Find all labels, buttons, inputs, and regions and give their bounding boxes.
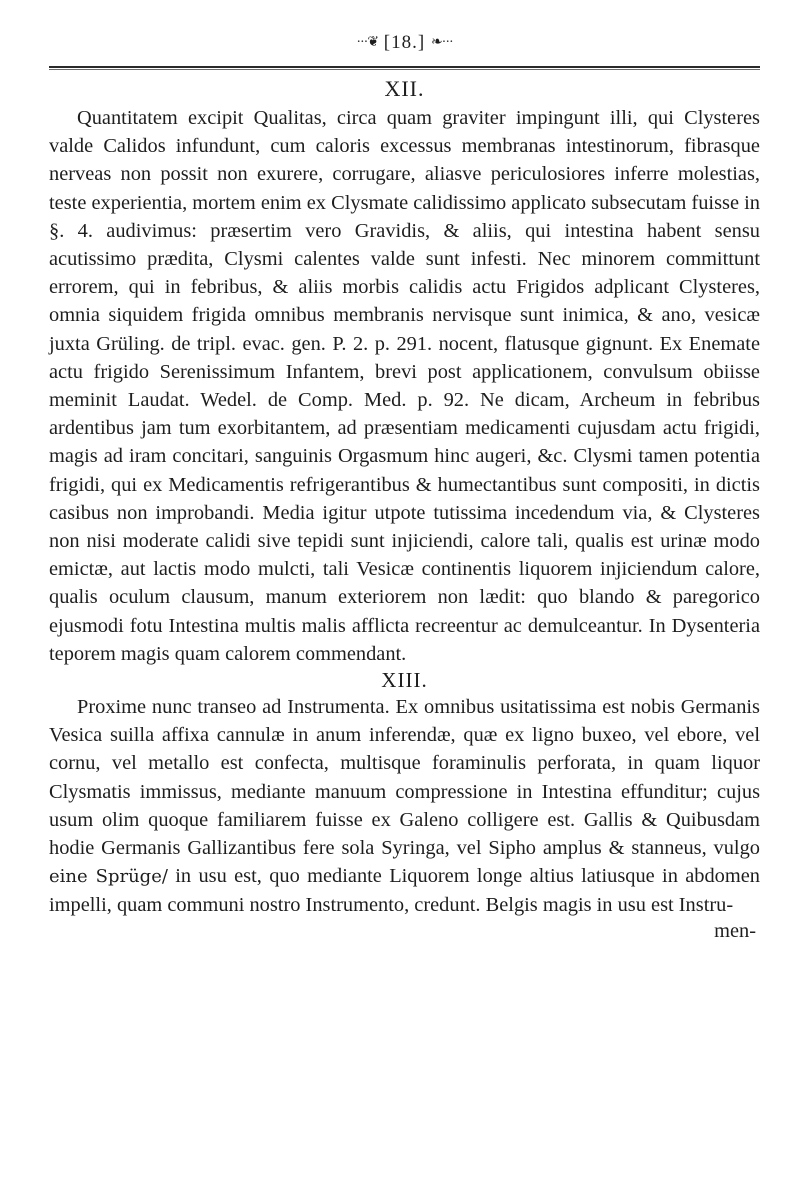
section-xii-paragraph: Quantitatem excipit Qualitas, circa quam graviter impingunt illi, qui Clysteres valde Calidos infundunt, cum caloris excessus membranas intestinorum, fibrasque nerveas non possit non exurere, corrugare, aliasve periculosiores inferre molestias, teste experientia, mortem enim ex Clysmate calidissimo applicato subsecutam fuisse in §. 4. audivimus: præsertim vero Gravidis, & aliis, qui intestina habent sensu acutissimo prædita, Clysmi calentes valde sunt infesti. Nec minorem committunt errorem, qui in febribus, & aliis morbis calidis actu Frigidos adplicant Clysteres, omnia siquidem frigida omnibus membranis nervisque sunt inimica, & ano, vesicæ juxta Grüling. de tripl. evac. gen. P. 2. p. 291. nocent, flatusque gignunt. Ex Enemate actu frigido Serenissimum Infantem, brevi post applicationem, convulsum obiisse meminit Laudat. Wedel. de Comp. Med. p. 92. Ne dicam, Archeum in febribus ardentibus jam tum exorbitantem, ad præsentiam medicamenti cujusdam actu frigidi, magis ad iram concitari, sanguinis Orgasmum hinc augeri, &c. Clysmi tamen potentia frigidi, qui ex Medicamentis refrigerantibus & humectantibus sunt compositi, in dictis casibus non improbandi. Media igitur utpote tutissima incedendum via, & Clysteres non nisi moderate calidi sive tepidi sunt injiciendi, calore tali, qualis est urinæ modo emictæ, aut lactis modo mulcti, tali Vesicæ continentis liquorem injiciendum calore, qualis oculum clausum, manum exteriorem non lædit: quo blando & paregorico ejusmodi fotu Intestina multis malis afflicta recreentur ac demulceantur. In Dysenteria teporem magis quam calorem commendant. <box>49 107 760 665</box>
section-heading-xii: XII. <box>384 76 425 101</box>
left-ornament-icon: ···❦ <box>356 35 379 50</box>
fraktur-word: eine Sprüge/ <box>49 866 168 888</box>
header-rule-thin <box>49 69 760 70</box>
section-xiii-body <box>49 693 760 920</box>
page-number-line <box>49 32 760 54</box>
page-number: [18.] <box>383 32 426 53</box>
section-xiii-text-2: in usu est, quo mediante Liquorem longe altius latiusque in abdomen impelli, quam communi nostro Instrumento, credunt. Belgis magis in usu est Instru- <box>49 865 760 917</box>
header-rule <box>49 66 760 68</box>
catchword: men- <box>714 919 756 942</box>
section-xii-body <box>49 104 760 668</box>
section-xiii-text-1: Proxime nunc transeo ad Instrumenta. Ex omnibus usitatissima est nobis Germanis Vesica suilla affixa cannulæ in anum inferendæ, quæ ex ligno buxeo, vel ebore, vel cornu, vel metallo est confecta, multisque foraminulis perforata, in quam liquor Clysmatis immissus, mediante manuum compressione in Intestina effunditur; cujus usum olim quoque familiarem fuisse ex Galeno colligere est. Gallis & Quibusdam hodie Germanis Gallizantibus fere sola Syringa, vel Sipho amplus & stanneus, vulgo <box>49 696 760 860</box>
page-header <box>49 0 760 64</box>
section-xiii-paragraph <box>49 693 760 920</box>
right-ornament-icon: ❧··· <box>430 35 453 50</box>
section-heading-xiii: XIII. <box>381 668 428 693</box>
